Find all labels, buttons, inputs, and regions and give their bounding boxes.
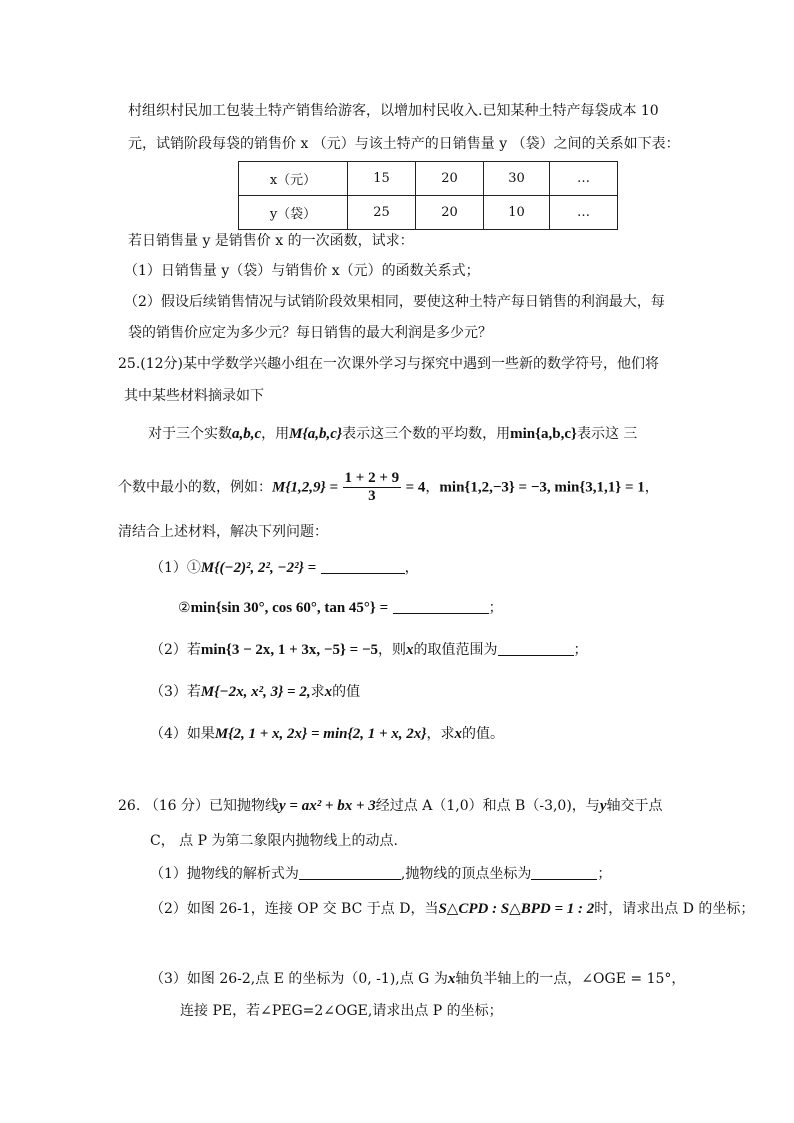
sub2-end: ； (573, 642, 588, 658)
sub2-text-a: （2）若 (150, 642, 201, 658)
q24-part-1: （1）日销售量 y（袋）与销售价 x（元）的函数关系式； (124, 263, 480, 279)
q24-stem: 若日销售量 y 是销售价 x 的一次函数，试求： (128, 233, 414, 249)
price-sales-table (238, 161, 618, 230)
sub1-end: ， (404, 560, 419, 576)
q26-p3-b: 轴负半轴上的一点，∠OGE = 15°， (455, 971, 686, 987)
q25-heading-1: 25.(12分)某中学数学兴趣小组在一次课外学习与探究中遇到一些新的数学符号，他们将 (118, 356, 660, 372)
q26-x-axis: x (447, 971, 456, 987)
q26-p1-b: ,抛物线的顶点坐标为 (400, 866, 532, 882)
q25-heading-2: 其中某些材料摘录如下 (124, 388, 264, 404)
q25-definition (148, 424, 637, 444)
sub1b-end: ； (488, 600, 503, 616)
table-cell: … (550, 162, 618, 196)
q26-p1-end: ； (597, 866, 612, 882)
answer-blank[interactable] (393, 599, 489, 614)
table-row (239, 196, 618, 230)
q25-sub-3 (150, 682, 360, 702)
table-cell: 10 (484, 196, 550, 230)
example-min: min{1,2,−3} = −3, min{3,1,1} = 1 (439, 479, 645, 496)
sub1b-expression: min{sin 30°, cos 60°, tan 45°} = (190, 600, 389, 616)
fraction-denominator: 3 (368, 488, 376, 504)
q26-part-3b: 连接 PE，若∠PEG=2∠OGE,请求出点 P 的坐标； (180, 1003, 503, 1019)
sub4-x: x (454, 726, 462, 742)
sub2-text-c: 的取值范围为 (413, 642, 498, 658)
q26-part-2 (150, 899, 754, 919)
table-row-label: y（袋） (239, 196, 348, 230)
table-cell: 15 (348, 162, 416, 196)
sub4-expression: M{2, 1 + x, 2x} = min{2, 1 + x, 2x} (214, 726, 427, 742)
q26-heading (118, 796, 662, 816)
sub1-expression: M{(−2)², 2², −2²} = (200, 560, 317, 576)
def-text-c: 表示这三个数的平均数，用 (342, 426, 511, 442)
intro-line-1: 村组织村民加工包装土特产销售给游客，以增加村民收入.已知某种土特产每袋成本 10 (128, 103, 659, 119)
example-mean-result: = 4 (405, 479, 426, 496)
table-cell: 20 (416, 162, 484, 196)
answer-blank[interactable] (498, 641, 574, 656)
answer-blank[interactable] (299, 865, 401, 880)
area-ratio: S△CPD : S△BPD = 1 : 2 (438, 901, 595, 917)
sub2-expression: min{3 − 2x, 1 + 3x, −5} = −5 (200, 642, 378, 658)
q26-heading-2: C， 点 P 为第二象限内抛物线上的动点. (150, 833, 398, 849)
q26-p1-a: （1）抛物线的解析式为 (150, 866, 299, 882)
intro-line-2: 元，试销阶段每袋的销售价 x （元）与该土特产的日销售量 y （袋）之间的关系如下表： (128, 136, 680, 152)
q26-head-b: 经过点 A（1,0）和点 B（-3,0)，与 (375, 798, 600, 814)
q26-p2-b: 时，请求出点 D 的坐标； (594, 901, 755, 917)
example-fraction (343, 470, 402, 505)
sub1b-label: ② (178, 600, 191, 616)
sub3-x: x (324, 684, 333, 700)
q24-part-2a: （2）假设后续销售情况与试销阶段效果相同，要使这种土特产每日销售的利润最大，每 (124, 294, 665, 310)
q26-part-3 (150, 969, 685, 989)
table-cell: … (550, 196, 618, 230)
sub1-label: （1）① (150, 560, 201, 576)
sub4-text-c: 的值。 (461, 726, 504, 742)
q26-p3-a: （3）如图 26-2,点 E 的坐标为（0, -1),点 G 为 (150, 971, 448, 987)
def-text-d: 表示这 三 (576, 426, 638, 442)
table-cell: 25 (348, 196, 416, 230)
def-min-notation: min{a,b,c} (510, 426, 577, 442)
q26-head-c: 轴交于点 (606, 798, 663, 814)
table-cell: 30 (484, 162, 550, 196)
example-mean: M{1,2,9} = (272, 479, 339, 496)
sub3-text-a: （3）若 (150, 684, 201, 700)
sub3-expression: M{−2x, x², 3} = 2, (200, 684, 311, 700)
answer-blank[interactable] (531, 865, 597, 880)
q24-part-2b: 袋的销售价应定为多少元？每日销售的最大利润是多少元？ (128, 325, 492, 341)
def-text-b: ，用 (261, 426, 290, 442)
q25-example (118, 470, 659, 505)
q26-part-1 (150, 864, 611, 884)
example-text: 个数中最小的数，例如： (118, 479, 272, 496)
example-end: ， (644, 479, 659, 496)
sub3-text-b: 求 (310, 684, 325, 700)
example-sep: ， (425, 479, 440, 496)
def-text-a: 对于三个实数 (148, 426, 232, 442)
table-cell: 20 (416, 196, 484, 230)
table-row-label: x（元） (239, 162, 348, 196)
q25-sub-4 (150, 724, 504, 744)
sub3-text-c: 的值 (332, 684, 361, 700)
q26-y-axis: y (599, 798, 607, 814)
parabola-equation: y = ax² + bx + 3 (278, 798, 376, 814)
q25-sub-1 (150, 558, 419, 578)
q25-sub-1b (178, 598, 503, 618)
answer-blank[interactable] (321, 559, 405, 574)
sub2-x: x (406, 642, 414, 658)
def-vars: a,b,c (232, 426, 262, 442)
table-row (239, 162, 618, 196)
q25-instruction: 清结合上述材料，解决下列问题： (118, 524, 328, 540)
fraction-numerator: 1 + 2 + 9 (344, 470, 400, 486)
def-mean-notation: M{a,b,c} (289, 426, 343, 442)
q25-sub-2 (150, 640, 588, 660)
sub2-text-b: ，则 (378, 642, 406, 658)
sub4-text-b: ，求 (426, 726, 455, 742)
q26-head-a: 26. （16 分）已知抛物线 (118, 798, 279, 814)
sub4-text-a: （4）如果 (150, 726, 215, 742)
q26-p2-a: （2）如图 26-1，连接 OP 交 BC 于点 D，当 (150, 901, 439, 917)
